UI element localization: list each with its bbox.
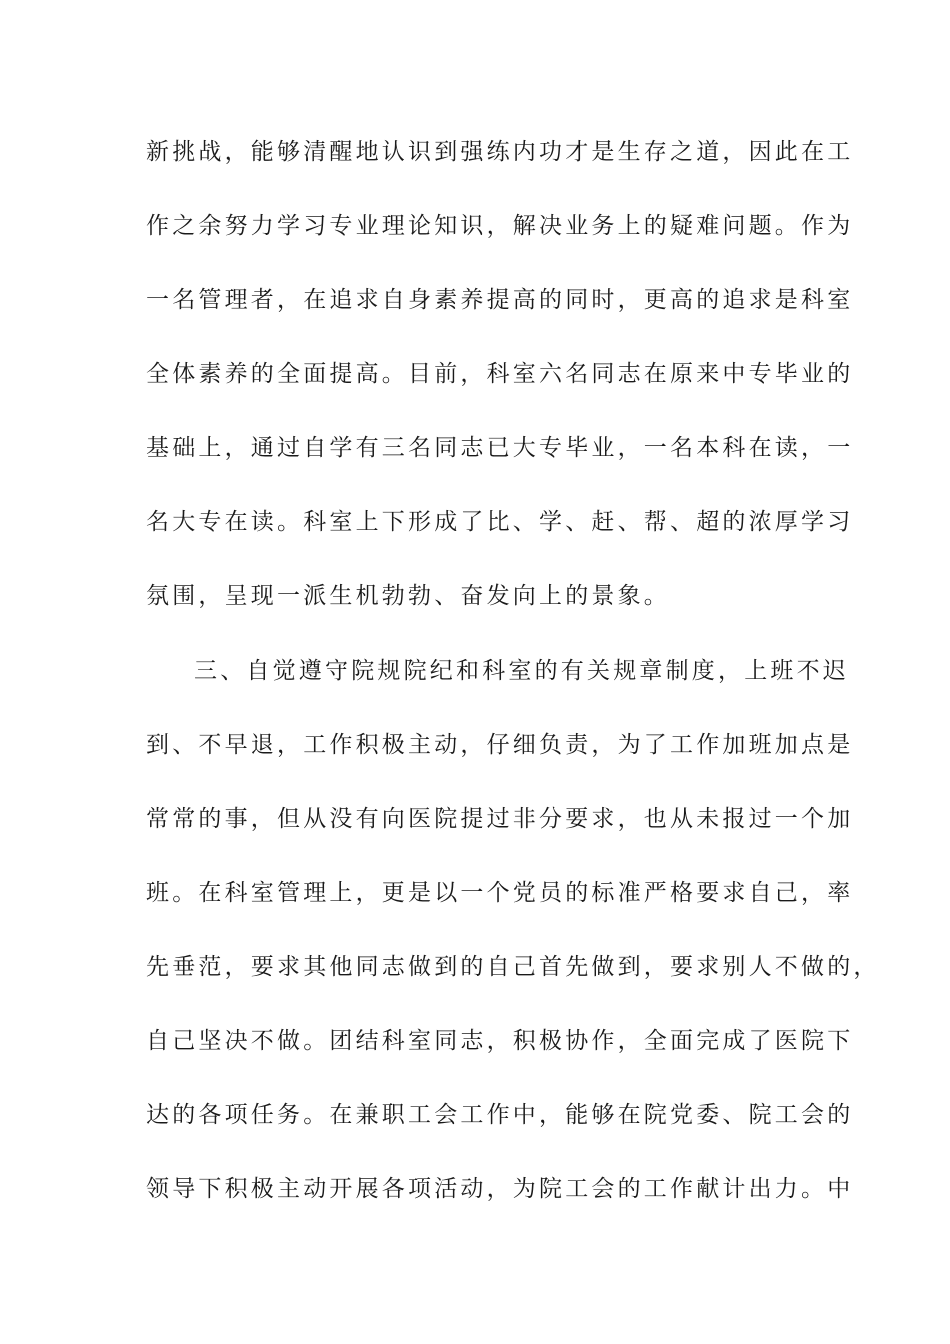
- text-line: 基础上，通过自学有三名同志已大专毕业，一名本科在读，一: [146, 435, 854, 461]
- text-line: 氛围，呈现一派生机勃勃、奋发向上的景象。: [146, 583, 670, 609]
- text-line: 常常的事，但从没有向医院提过非分要求，也从未报过一个加: [146, 806, 854, 832]
- paragraph-start-line: 三、自觉遵守院规院纪和科室的有关规章制度，上班不迟: [194, 658, 849, 684]
- text-line: 先垂范，要求其他同志做到的自己首先做到，要求别人不做的，: [146, 954, 880, 980]
- text-line: 到、不早退，工作积极主动，仔细负责，为了工作加班加点是: [146, 732, 854, 758]
- text-line: 全体素养的全面提高。目前，科室六名同志在原来中专毕业的: [146, 361, 854, 387]
- text-line: 一名管理者，在追求自身素养提高的同时，更高的追求是科室: [146, 287, 854, 313]
- text-line: 名大专在读。科室上下形成了比、学、赶、帮、超的浓厚学习: [146, 509, 854, 535]
- text-line: 新挑战，能够清醒地认识到强练内功才是生存之道，因此在工: [146, 139, 854, 165]
- text-line: 领导下积极主动开展各项活动，为院工会的工作献计出力。中: [146, 1176, 854, 1202]
- text-line: 作之余努力学习专业理论知识，解决业务上的疑难问题。作为: [146, 213, 854, 239]
- text-line: 班。在科室管理上，更是以一个党员的标准严格要求自己，率: [146, 880, 854, 906]
- text-line: 达的各项任务。在兼职工会工作中，能够在院党委、院工会的: [146, 1102, 854, 1128]
- text-line: 自己坚决不做。团结科室同志，积极协作，全面完成了医院下: [146, 1028, 854, 1054]
